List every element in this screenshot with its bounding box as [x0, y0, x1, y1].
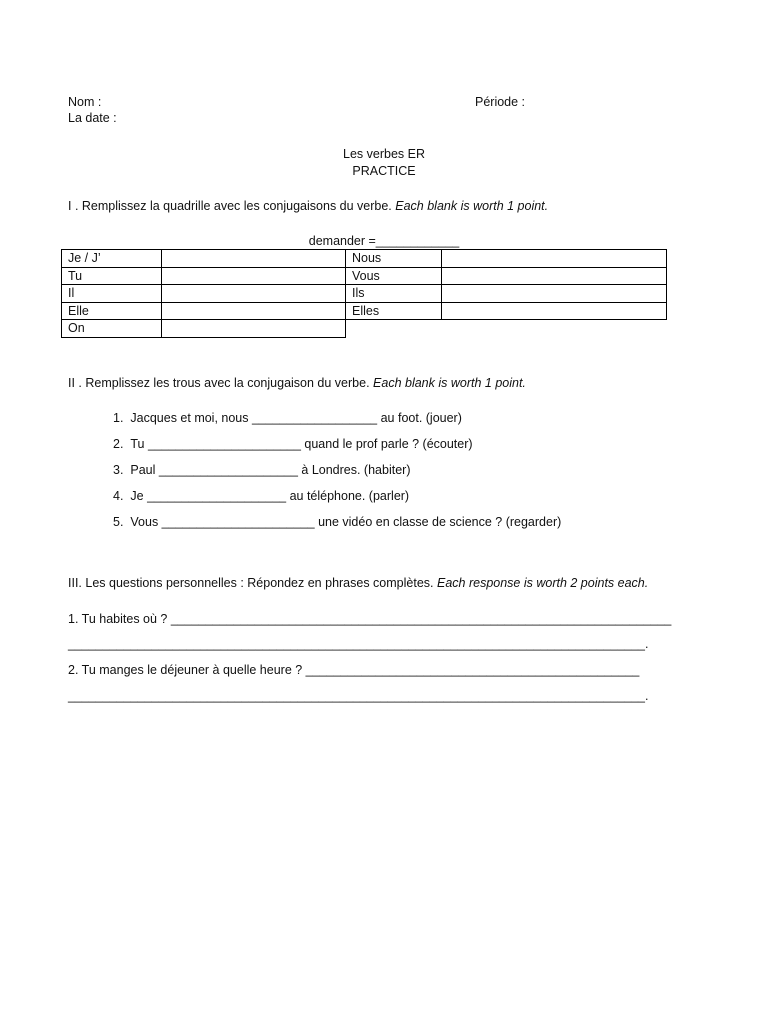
table-row — [62, 250, 667, 268]
table-row — [62, 285, 667, 303]
worksheet-title: Les verbes ER — [343, 147, 425, 161]
worksheet-subtitle: PRACTICE — [352, 164, 416, 178]
date-label: La date : — [68, 111, 117, 125]
answer-cell[interactable] — [162, 267, 346, 285]
section1-instruction: I . Remplissez la quadrille avec les conjugaisons du verbe. Each blank is worth 1 point. — [68, 199, 549, 213]
list-item: 4. Je ____________________ au téléphone. (parler) — [113, 489, 410, 503]
answer-cell[interactable] — [162, 285, 346, 303]
table-row — [62, 320, 667, 338]
list-item: 5. Vous ______________________ une vidéo en classe de science ? (regarder) — [113, 515, 562, 529]
table-row — [62, 302, 667, 320]
nom-label: Nom : — [68, 95, 102, 109]
question-2: 2. Tu manges le déjeuner à quelle heure ? ________________________________________________ — [68, 663, 640, 677]
verb-prompt: demander =____________ — [308, 234, 460, 248]
answer-cell[interactable] — [162, 250, 346, 268]
pronoun-cell: Il — [62, 285, 162, 303]
pronoun-cell: Elle — [62, 302, 162, 320]
table-row — [62, 267, 667, 285]
answer-cell[interactable] — [442, 285, 667, 303]
answer-line-2: ___________________________________________________________________________________. — [68, 689, 649, 703]
answer-cell[interactable] — [442, 302, 667, 320]
pronoun-cell: Je / J’ — [62, 250, 162, 268]
question-1: 1. Tu habites où ? ________________________________________________________________________ — [68, 612, 672, 626]
answer-cell[interactable] — [162, 302, 346, 320]
answer-cell[interactable] — [162, 320, 346, 338]
pronoun-cell: Ils — [346, 285, 442, 303]
answer-cell[interactable] — [442, 267, 667, 285]
periode-label: Période : — [475, 95, 526, 109]
pronoun-cell: On — [62, 320, 162, 338]
section2-instruction: II . Remplissez les trous avec la conjugaison du verbe. Each blank is worth 1 point. — [68, 376, 526, 390]
section3-instruction: III. Les questions personnelles : Répondez en phrases complètes. Each response is worth 2 points each. — [68, 576, 649, 590]
answer-cell[interactable] — [442, 250, 667, 268]
list-item: 1. Jacques et moi, nous __________________ au foot. (jouer) — [113, 411, 462, 425]
pronoun-cell: Nous — [346, 250, 442, 268]
conjugation-table — [61, 249, 667, 338]
list-item: 2. Tu ______________________ quand le prof parle ? (écouter) — [113, 437, 473, 451]
list-item: 3. Paul ____________________ à Londres. (habiter) — [113, 463, 411, 477]
answer-line-1: ___________________________________________________________________________________. — [68, 637, 649, 651]
pronoun-cell: Vous — [346, 267, 442, 285]
pronoun-cell: Tu — [62, 267, 162, 285]
pronoun-cell: Elles — [346, 302, 442, 320]
